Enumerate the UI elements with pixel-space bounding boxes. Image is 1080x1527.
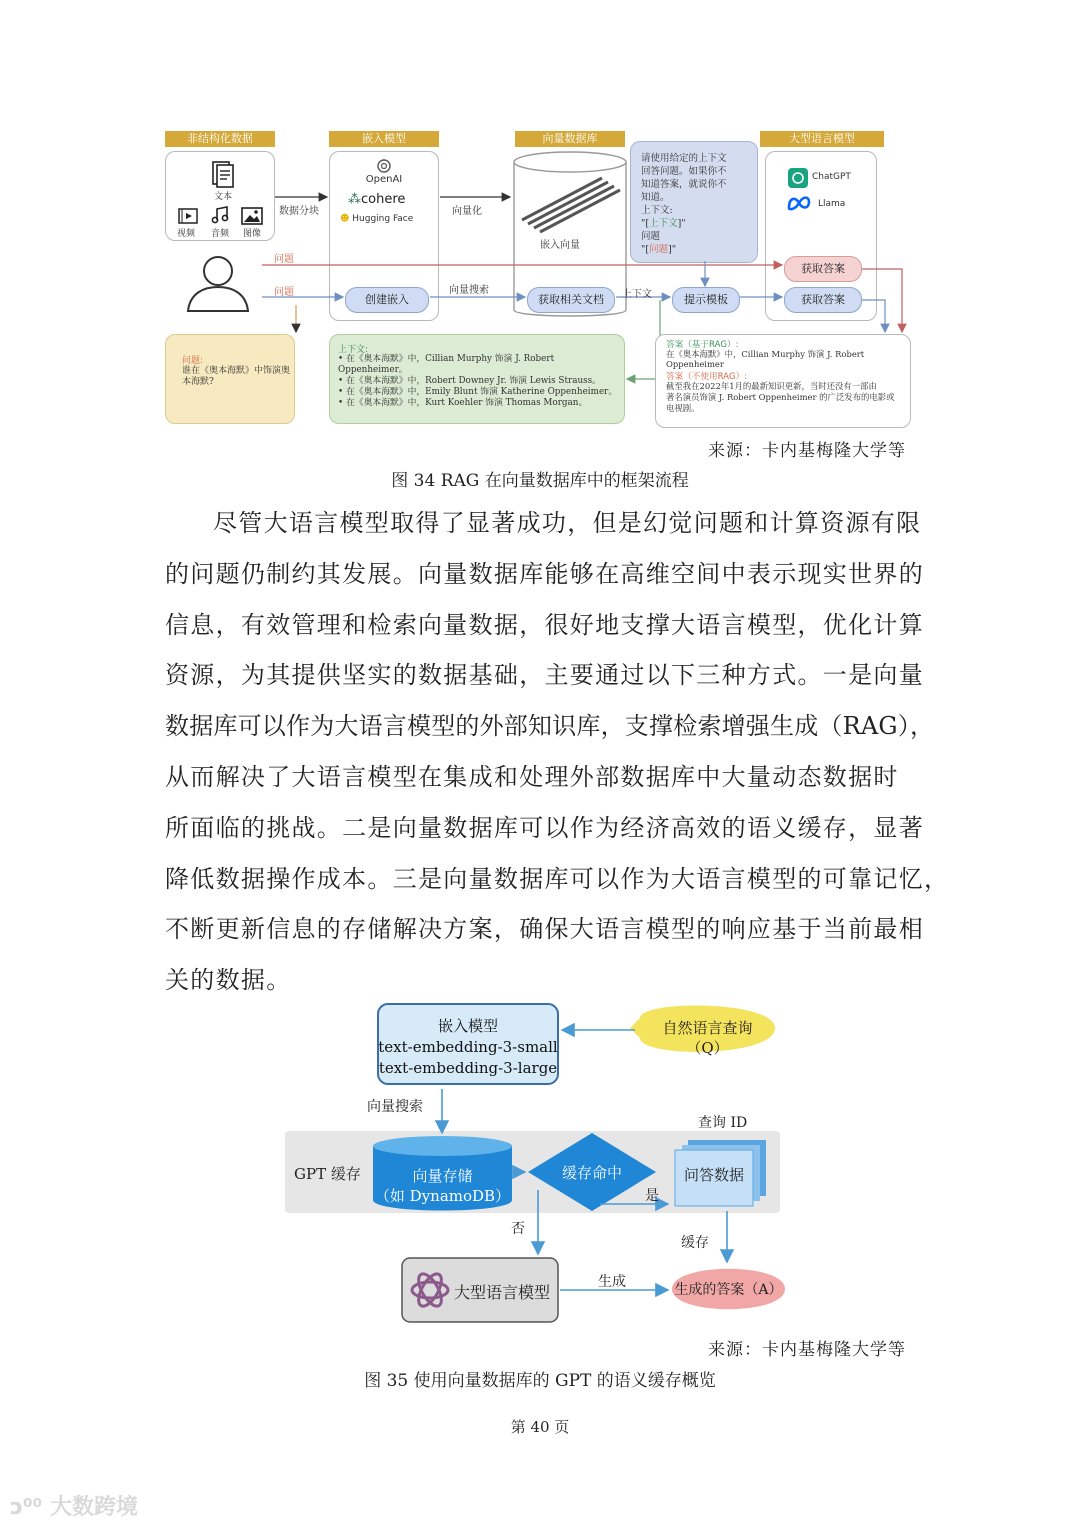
cache-hit-diamond: 缓存命中: [561, 1164, 622, 1182]
context-item: • 在《奥本海默》中，Cillian Murphy 饰演 J. Robert Oppenheimer。: [338, 354, 555, 375]
generated-answer: 生成的答案（A）: [674, 1282, 783, 1298]
paragraph-line: 信息，有效管理和检索向量数据，很好地支撑大语言模型，优化计算: [165, 610, 924, 639]
openai-icon: [406, 1264, 454, 1316]
figure-35-source: 来源：卡内基梅隆大学等: [708, 1340, 906, 1360]
embedding-model-title: 嵌入模型: [437, 1017, 498, 1035]
natural-language-query: 自然语言查询 （Q）: [662, 1019, 753, 1057]
create-embedding-pill: 创建嵌入: [345, 287, 429, 313]
query-id-label: 查询 ID: [698, 1115, 748, 1131]
header-llm: 大型语言模型: [760, 131, 884, 147]
header-unstructured-data: 非结构化数据: [165, 131, 275, 147]
provider-openai: OpenAI: [365, 174, 403, 185]
paragraph-line: 所面临的挑战。二是向量数据库可以作为经济高效的语义缓存，显著: [165, 813, 924, 842]
paragraph-line: 从而解决了大语言模型在集成和处理外部数据库中大量动态数据时: [165, 762, 899, 791]
no-label: 否: [511, 1221, 525, 1237]
question-label: 问题:: [182, 356, 204, 366]
text-label: 文本: [214, 192, 233, 202]
arrow-label-vector-search: 向量搜索: [449, 285, 489, 296]
huggingface-icon: ☻: [340, 214, 350, 224]
prompt-template-text: 请使用给定的上下文 回答问题。如果你不 知道答案，就说你不 知道。 上下文: "[上下文]" 问题 "[问题]": [641, 153, 727, 255]
figure-35-caption: 图 35 使用向量数据库的 GPT 的语义缓存概览: [364, 1371, 716, 1391]
paragraph-line: 尽管大语言模型取得了显著成功，但是幻觉问题和计算资源有限: [213, 509, 922, 537]
video-label: 视频: [177, 229, 196, 239]
arrow-label-vectorize: 向量化: [452, 206, 482, 217]
image-label: 图像: [243, 229, 262, 239]
arrow-label-question-bottom: 问题: [274, 287, 294, 298]
paragraph-line: 降低数据操作成本。三是向量数据库可以作为大语言模型的可靠记忆，: [165, 864, 950, 893]
header-embedding-model: 嵌入模型: [329, 131, 439, 147]
answer-rag-text: 在《奥本海默》中，Cillian Murphy 饰演 J. Robert Oppenheimer: [666, 349, 865, 369]
arrow-label-question-top: 问题: [274, 254, 294, 265]
fetch-docs-pill: 获取相关文档: [527, 287, 615, 313]
answer-rag-label: 答案（基于RAG）:: [666, 340, 739, 350]
paragraph-line: 数据库可以作为大语言模型的外部知识库，支撑检索增强生成（RAG），: [165, 712, 935, 741]
gpt-cache-label: GPT 缓存: [294, 1165, 361, 1183]
qa-data-label: 问答数据: [683, 1166, 744, 1184]
context-item: • 在《奥本海默》中，Robert Downey Jr. 饰演 Lewis Strauss。: [338, 376, 601, 386]
context-label: 上下文:: [338, 345, 369, 355]
answer-norag-text: 截至我在2022年1月的最新知识更新，当时还没有一部由 著名演员饰演 J. Robert Oppenheimer 的广泛发布的电影或 电视剧。: [666, 381, 895, 413]
embedding-vectors-label: 嵌入向量: [540, 240, 580, 251]
yes-label: 是: [645, 1188, 659, 1204]
watermark-icon: ↄ⁰⁰: [10, 1495, 43, 1520]
generate-label: 生成: [598, 1274, 626, 1290]
llm-chatgpt: ChatGPT: [812, 172, 851, 182]
arrow-label-context: 上下文: [622, 289, 652, 300]
paragraph-line: 资源，为其提供坚实的数据基础，主要通过以下三种方式。一是向量: [165, 661, 924, 690]
vector-store: 向量存储 （如 DynamoDB）: [374, 1167, 511, 1205]
provider-huggingface: ☻ Hugging Face: [340, 214, 414, 224]
figure-34-caption: 图 34 RAG 在向量数据库中的框架流程: [391, 471, 689, 491]
prompt-template-pill: 提示模板: [672, 287, 740, 313]
question-text: 谁在《奥本海默》中饰演奥 本海默?: [182, 366, 291, 387]
cache-label: 缓存: [681, 1235, 709, 1251]
llm-llama: Llama: [818, 199, 846, 209]
context-item: • 在《奥本海默》中，Emily Blunt 饰演 Katherine Oppenheimer。: [338, 387, 618, 397]
embedding-model-large: text-embedding-3-large: [378, 1059, 558, 1077]
llm-box-label: 大型语言模型: [454, 1283, 551, 1302]
page-number: 第 40 页: [510, 1418, 570, 1436]
watermark: ↄ⁰⁰ 大数跨境: [10, 1495, 138, 1520]
paragraph-line: 不断更新信息的存储解决方案，确保大语言模型的响应基于当前最相: [165, 915, 924, 944]
arrow-label-chunking: 数据分块: [279, 206, 319, 217]
answer-norag-label: 答案（不使用RAG）:: [666, 372, 748, 382]
header-vector-db: 向量数据库: [515, 131, 625, 147]
audio-label: 音频: [211, 229, 230, 239]
paragraph-line: 关的数据。: [165, 966, 292, 995]
vector-search-label: 向量搜索: [367, 1099, 423, 1115]
get-answer-pill-bottom: 获取答案: [784, 287, 862, 313]
context-item: • 在《奥本海默》中，Kurt Koehler 饰演 Thomas Morgan。: [338, 398, 588, 408]
cohere-icon: ⁂: [348, 192, 361, 207]
figure-34-source: 来源：卡内基梅隆大学等: [708, 441, 906, 461]
paragraph-line: 的问题仍制约其发展。向量数据库能够在高维空间中表示现实世界的: [165, 559, 924, 588]
get-answer-pill-top: 获取答案: [784, 256, 862, 282]
embedding-model-box: [378, 1016, 558, 1079]
provider-cohere: ⁂cohere: [348, 192, 406, 207]
embedding-model-small: text-embedding-3-small: [378, 1038, 558, 1056]
